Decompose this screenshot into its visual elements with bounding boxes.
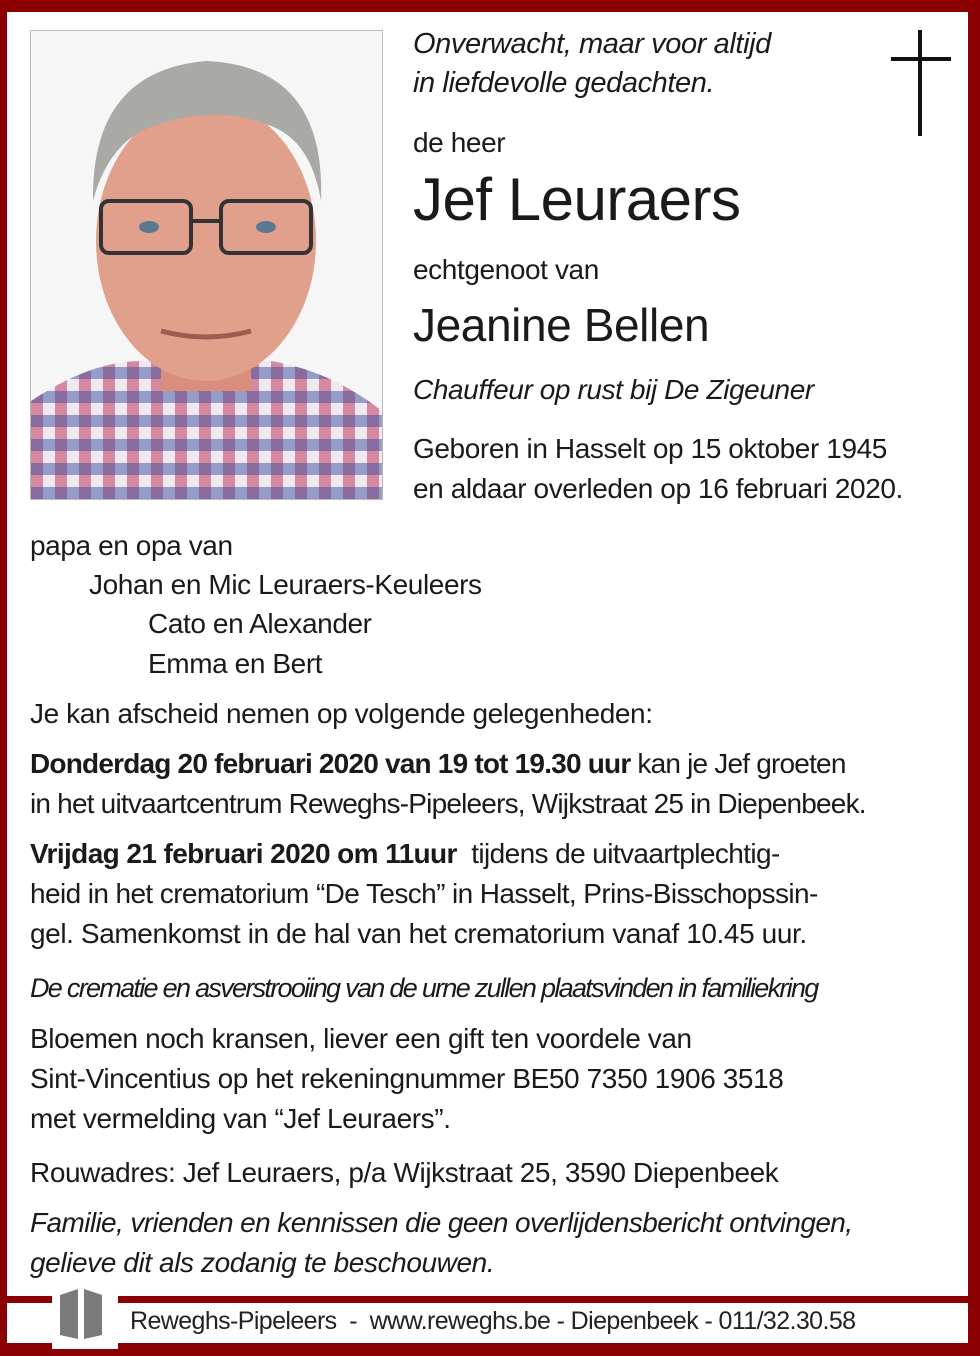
funeral-date: Vrijdag 21 februari 2020 om 11uur bbox=[30, 838, 457, 869]
cross-icon bbox=[918, 30, 922, 136]
funeral-line bbox=[30, 840, 780, 868]
closing-line-2: gelieve dit als zodanig te beschouwen. bbox=[30, 1247, 495, 1278]
death-line: en aldaar overleden op 16 februari 2020. bbox=[413, 473, 903, 504]
funeral-line-2: heid in het crematorium “De Tesch” in Hasselt, Prins-Bisschopssin- bbox=[30, 878, 818, 909]
family-intro: papa en opa van bbox=[30, 530, 233, 561]
portrait-photo bbox=[30, 30, 383, 500]
visitation-location: in het uitvaartcentrum Reweghs-Pipeleers, Wijkstraat 25 in Diepenbeek. bbox=[30, 788, 866, 819]
footer-contact: Reweghs-Pipeleers - www.reweghs.be - Diepenbeek - 011/32.30.58 bbox=[130, 1307, 856, 1335]
cremation-note: De crematie en asverstrooiing van de urne zullen plaatsvinden in familiekring bbox=[30, 973, 818, 1003]
funeral-line-3: gel. Samenkomst in de hal van het crematorium vanaf 10.45 uur. bbox=[30, 918, 807, 949]
deceased-name: Jef Leuraers bbox=[413, 166, 741, 233]
spouse-intro: echtgenoot van bbox=[413, 254, 599, 285]
title-prefix: de heer bbox=[413, 127, 506, 158]
ceremony-intro: Je kan afscheid nemen op volgende gelegenheden: bbox=[30, 698, 653, 729]
visitation-line bbox=[30, 750, 846, 778]
funeral-home-logo bbox=[52, 1287, 118, 1349]
grandchild-line: Cato en Alexander bbox=[148, 608, 372, 639]
motto-line-2: in liefdevolle gedachten. bbox=[413, 67, 715, 99]
closing-line-1: Familie, vrienden en kennissen die geen overlijdensbericht ontvingen, bbox=[30, 1207, 853, 1238]
child-line: Johan en Mic Leuraers-Keuleers bbox=[89, 569, 482, 600]
visitation-date: Donderdag 20 februari 2020 van 19 tot 19.30 uur bbox=[30, 748, 631, 779]
grandchild-line: Emma en Bert bbox=[148, 648, 323, 679]
mourning-address: Rouwadres: Jef Leuraers, p/a Wijkstraat 25, 3590 Diepenbeek bbox=[30, 1157, 779, 1188]
donation-line-2: Sint-Vincentius op het rekeningnummer BE50 7350 1906 3518 bbox=[30, 1063, 784, 1094]
donation-line-1: Bloemen noch kransen, liever een gift ten voordele van bbox=[30, 1023, 692, 1054]
funeral-text: tijdens de uitvaartplechtig- bbox=[456, 838, 780, 869]
visitation-text: kan je Jef groeten bbox=[630, 748, 846, 779]
motto-line-1: Onverwacht, maar voor altijd bbox=[413, 28, 771, 60]
donation-line-3: met vermelding van “Jef Leuraers”. bbox=[30, 1103, 451, 1134]
spouse-name: Jeanine Bellen bbox=[413, 299, 710, 351]
birth-line: Geboren in Hasselt op 15 oktober 1945 bbox=[413, 433, 887, 464]
cross-icon-bar bbox=[891, 57, 951, 61]
occupation: Chauffeur op rust bij De Zigeuner bbox=[413, 374, 814, 405]
